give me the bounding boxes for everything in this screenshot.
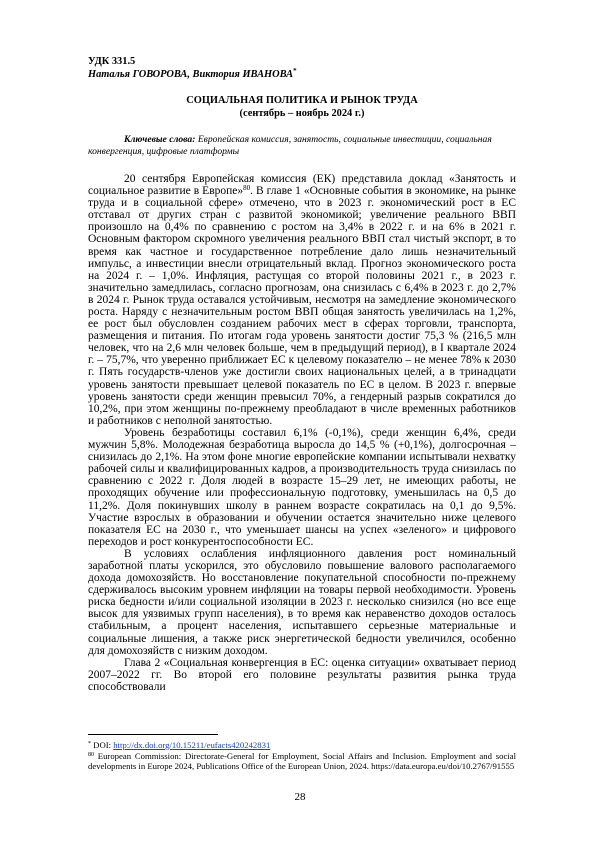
footnote-80	[88, 751, 516, 772]
article-title	[88, 95, 516, 120]
author-footnote-mark: *	[293, 66, 297, 75]
paragraph-1-part-b: . В главе 1 «Основные события в экономике, на рынке труда и в социальной сфере» отмечено, что в 2023 г. экономический рост в ЕС отставал от других стран с развитой экономикой; увеличение реального ВВП произошло на 0,4% по сравнению с ростом на 3,4% в 2022 г. и на 6% в 2021 г. Основным фактором скромного увеличения реального ВВП стал чистый экспорт, в то время как частное и государственное потребление дало лишь незначительный импульс, а инвестиции внесли отрицательный вклад. Прогноз экономического роста на 2024 г. – 1,0%. Инфляция, растущая со второй половины 2021 г., в 2023 г. значительно замедлилась, согласно прогнозам, она снизилась с 6,4% в 2023 г. до 2,7% в 2024 г. Рынок труда оставался устойчивым, несмотря на замедление экономического роста. Наряду с незначительным ростом ВВП общая занятость увеличилась на 1,2%, ее рост был обусловлен созданием рабочих мест в сферах торговли, транспорта, размещения и питания. По итогам года уровень занятости достиг 75,3 % (216,5 млн человек, что на 2,6 млн человек больше, чем в предыдущий период), в I квартале 2024 г. – 75,7%, что уверенно приближает ЕС к целевому показателю – не менее 78% к 2030 г. Пять государств-членов уже достигли своих национальных целей, а в тринадцати уровень занятости превышает целевой показатель по ЕС в целом. В 2023 г. впервые уровень занятости среди женщин превысил 70%, а гендерный разрыв сократился до 10,2%, при этом женщины по-прежнему преобладают в числе временных работников и работников с неполной занятостью.	[88, 185, 516, 427]
udk-code: УДК 331.5	[88, 56, 136, 67]
paragraph-4: Глава 2 «Социальная конвергенция в ЕС: оценка ситуации» охватывает период 2007–2022 гг. Во второй его половине результаты развития рынка труда способствовали	[88, 656, 516, 693]
page-number: 28	[294, 791, 306, 803]
doi-link[interactable]: http://dx.doi.org/10.15211/eufacts420242831	[113, 740, 271, 750]
footnote-doi	[88, 740, 516, 751]
footnote-doi-label: DOI:	[91, 740, 114, 750]
authors	[88, 66, 516, 82]
keywords	[88, 134, 516, 158]
paragraph-1-part-a: 20 сентября Европейская комиссия (ЕК) представила доклад «Занятость и социальное развитие в Европе»	[88, 172, 516, 198]
paragraph-1	[88, 173, 516, 427]
footnote-divider	[88, 734, 218, 735]
footnote-80-mark: 80	[88, 751, 94, 758]
body-text	[88, 173, 516, 693]
paragraph-2: Уровень безработицы составил 6,1% (-0,1%), среди женщин 6,4%, среди мужчин 5,8%. Молодежная безработица выросла до 14,5 % (+0,1%), долгосрочная – снизилась до 2,1%. На этом фоне многие европейские компании испытывали нехватку рабочей силы и квалифицированных кадров, а производительность труда снизилась по сравнению с 2022 г. Доля людей в возрасте 15–29 лет, не имеющих работы, не проходящих обучение или профессиональную подготовку, уменьшилась на 0,5 до 11,2%. Доля покинувших школу в раннем возрасте сократилась на 0,1 до 9,5%. Участие взрослых в образовании и обучении остается значительно ниже целевого показателя ЕС на 2030 г., что уменьшает шансы на успех «зеленого» и цифрового переходов и рост конкурентоспособности ЕС.	[88, 426, 516, 548]
article	[88, 56, 516, 693]
footnote-doi-mark: *	[88, 741, 91, 747]
keywords-label: Ключевые слова:	[124, 134, 196, 146]
paragraph-3: В условиях ослабления инфляционного давления рост номинальный заработной платы ускорился, это обусловило повышение валового располагаемого дохода домохозяйств. Но восстановление покупательной способности по-прежнему сдерживалось высоким уровнем инфляции на товары первой необходимости. Уровень риска бедности и/или социальной изоляции в 2023 г. несколько снизился (но все еще высок для уязвимых групп населения), в то время как неравенство доходов осталось стабильным, а процент населения, испытавшего серьезные материальные и социальные лишения, а также риск энергетической бедности увеличился, особенно для домохозяйств с низким доходом.	[88, 547, 516, 657]
footnote-ref-80[interactable]: 80	[243, 184, 251, 193]
title-line-2: (сентябрь – ноябрь 2024 г.)	[239, 107, 365, 119]
footnotes	[88, 740, 516, 772]
footnote-80-text: European Commission: Directorate-General for Employment, Social Affairs and Inclusion. Employment and social developments in Europe 2024, Publications Office of the European Union, 2024. https://data.europa.eu/doi/10.2767/91555	[88, 750, 516, 772]
title-line-1: СОЦИАЛЬНАЯ ПОЛИТИКА И РЫНОК ТРУДА	[186, 95, 418, 107]
author-names: Наталья ГОВОРОВА, Виктория ИВАНОВА	[88, 68, 294, 80]
keywords-text: Европейская комиссия, занятость, социальные инвестиции, социальная конвергенция, цифровые платформы	[88, 134, 492, 158]
